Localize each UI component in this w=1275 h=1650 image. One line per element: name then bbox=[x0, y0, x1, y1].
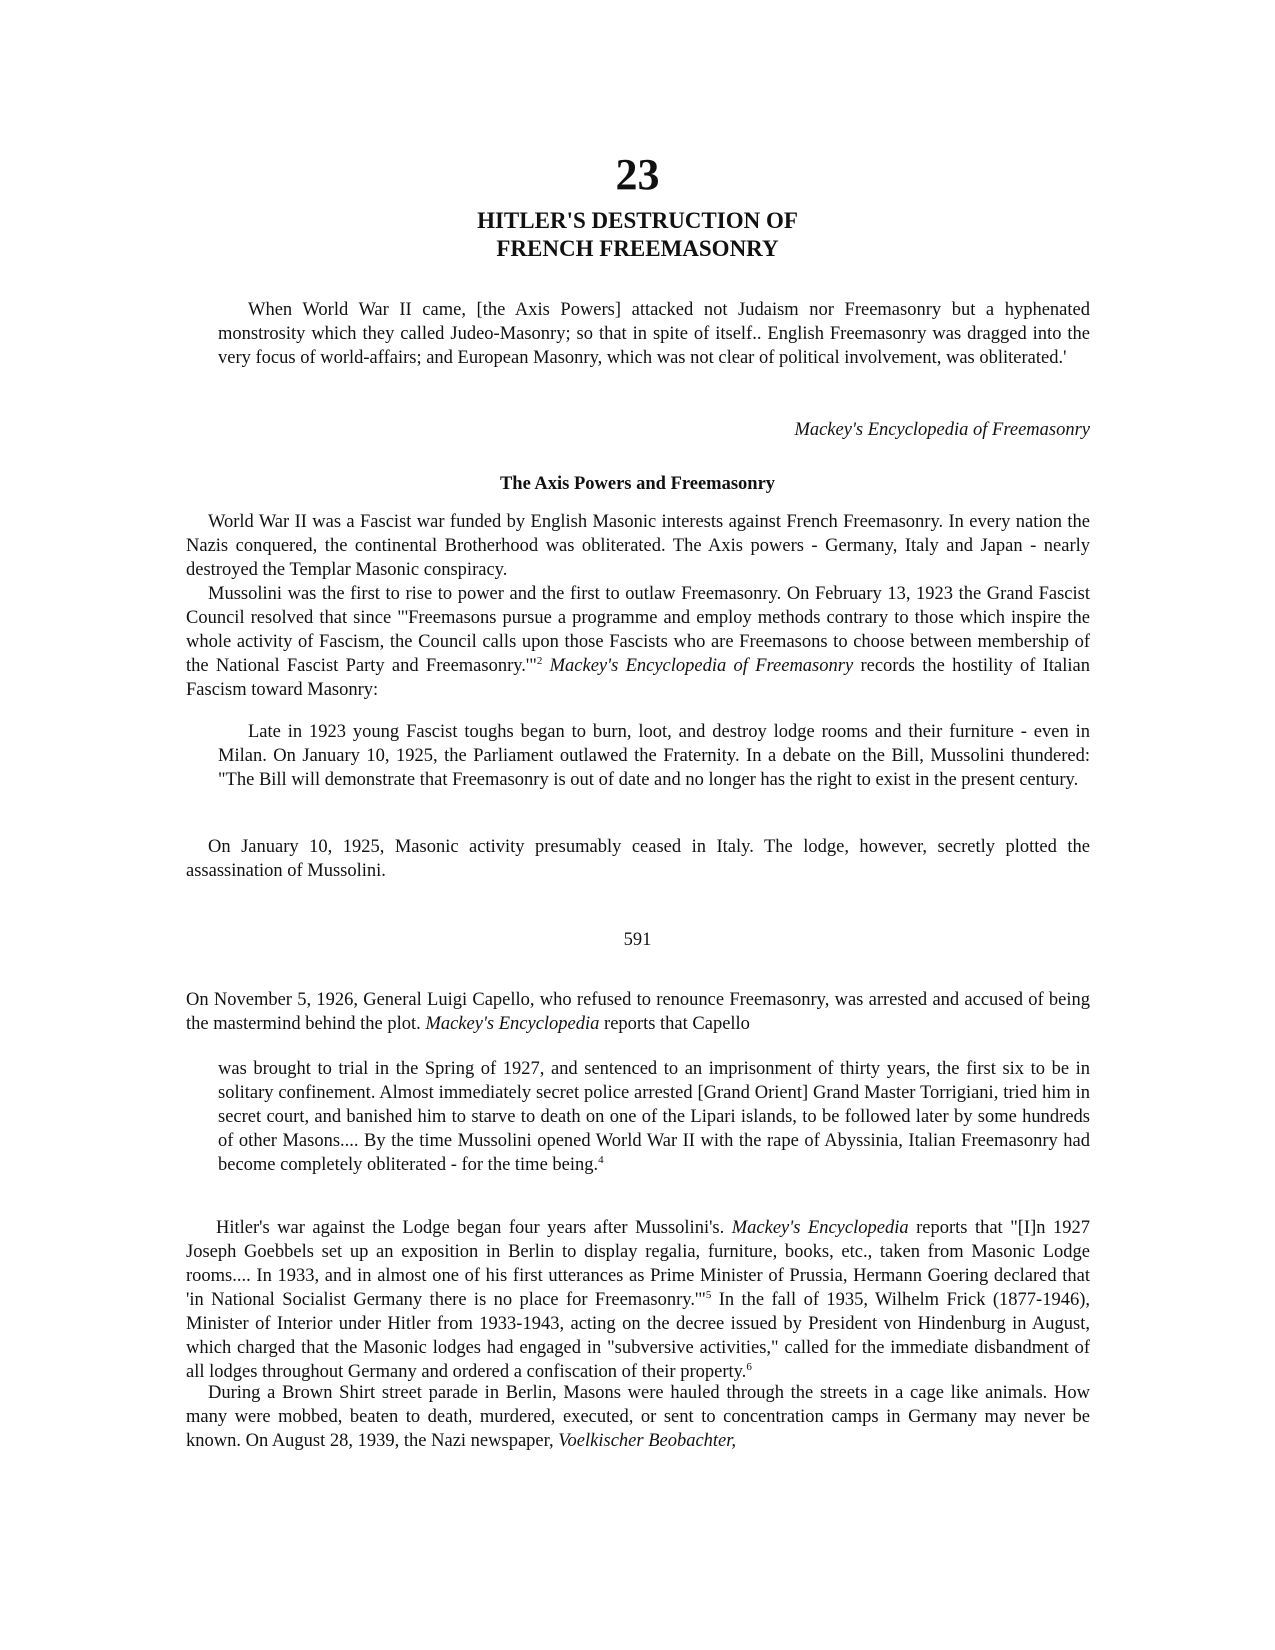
footnote-ref-5: 5 bbox=[705, 1288, 712, 1301]
paragraph-hitler-tail: In the fall of 1935, Wilhelm Frick (1877-1946), Minister of Interior under Hitler from 1933-1943, acting on the decree issued by President von Hindenburg in August, which charged that the Masonic lodges had engaged in "subversive activities," called for the immediate disbandment of all lodges throughout Germany and ordered a confiscation of their property. bbox=[186, 1290, 1090, 1382]
block-quote-capello-trial bbox=[218, 1057, 1090, 1177]
paragraph-hitler-text: Hitler's war against the Lodge began four years after Mussolini's. bbox=[216, 1218, 732, 1238]
citation-mackeys-encyclopedia: Mackey's Encyclopedia of Freemasonry bbox=[549, 656, 854, 676]
epigraph-quote: When World War II came, [the Axis Powers] attacked not Judaism nor Freemasonry but a hyphenated monstrosity which they called Judeo-Masonry; so that in spite of itself.. English Freemasonry was dragged into the very focus of world-affairs; and European Masonry, which was not clear of political involvement, was obliterated.' bbox=[218, 300, 1090, 368]
paragraph-masonic-activity-ceased: On January 10, 1925, Masonic activity presumably ceased in Italy. The lodge, however, secretly plotted the assassination of Mussolini. bbox=[186, 837, 1090, 881]
footnote-ref-4: 4 bbox=[598, 1153, 604, 1166]
paragraph-mussolini bbox=[186, 582, 1090, 702]
paragraph-mussolini-tail: records the hostility of Italian Fascism toward Masonry: bbox=[186, 656, 1090, 700]
paragraph-brown-shirt-parade bbox=[186, 1381, 1090, 1453]
chapter-title bbox=[0, 207, 1275, 263]
paragraph-capello-text: On November 5, 1926, General Luigi Capello, who refused to renounce Freemasonry, was arrested and accused of being the mastermind behind the plot. bbox=[186, 990, 1090, 1034]
paragraph-brown-shirt-text: During a Brown Shirt street parade in Berlin, Masons were hauled through the streets in a cage like animals. How many were mobbed, beaten to death, murdered, executed, or sent to concentration camps in Germany may never be known. On August 28, 1939, the Nazi newspaper, bbox=[186, 1383, 1090, 1451]
section-heading: The Axis Powers and Freemasonry bbox=[499, 474, 776, 494]
paragraph-capello-tail: reports that Capello bbox=[599, 1014, 750, 1034]
chapter-title-line-1: HITLER'S DESTRUCTION OF bbox=[477, 208, 798, 233]
block-quote-fascist-toughs: Late in 1923 young Fascist toughs began to burn, loot, and destroy lodge rooms and their furniture - even in Milan. On January 10, 1925, the Parliament outlawed the Fraternity. In a debate on the Bill, Mussolini thundered: "The Bill will demonstrate that Freemasonry is out of date and no longer has the right to exist in the present century. bbox=[218, 722, 1090, 790]
block-quote-capello-text: was brought to trial in the Spring of 1927, and sentenced to an imprisonment of thirty years, the first six to be in solitary confinement. Almost immediately secret police arrested [Grand Orient] Grand Master Torrigiani, tried him in secret court, and banished him to starve to death on one of the Lipari islands, to be followed later by some hundreds of other Masons.... By the time Mussolini opened World War II with the rape of Abyssinia, Italian Freemasonry had become completely obliterated - for the time being. bbox=[218, 1059, 1090, 1175]
epigraph-attribution: Mackey's Encyclopedia of Freemasonry bbox=[794, 420, 1090, 440]
newspaper-name: Voelkischer Beobachter, bbox=[558, 1431, 737, 1451]
paragraph-capello bbox=[186, 988, 1090, 1036]
page-number: 591 bbox=[623, 930, 652, 950]
paragraph-mussolini-text: Mussolini was the first to rise to power and the first to outlaw Freemasonry. On February 13, 1923 the Grand Fascist Council resolved that since "'Freemasons pursue a programme and employ methods contrary to those which inspire the whole activity of Fascism, the Council calls upon those Fascists who are Freemasons to choose between membership of the National Fascist Party and Freemasonry.'" bbox=[186, 584, 1090, 676]
paragraph-hitler-war bbox=[186, 1216, 1090, 1384]
paragraph-axis-war: World War II was a Fascist war funded by English Masonic interests against French Freemasonry. In every nation the Nazis conquered, the continental Brotherhood was obliterated. The Axis powers - Germany, Italy and Japan - nearly destroyed the Templar Masonic conspiracy. bbox=[186, 512, 1090, 580]
chapter-title-line-2: FRENCH FREEMASONRY bbox=[496, 236, 779, 261]
paragraph-hitler-mid: reports that "[I]n 1927 Joseph Goebbels set up an exposition in Berlin to display regalia, furniture, books, etc., taken from Masonic Lodge rooms.... In 1933, and in almost one of his first utterances as Prime Minister of Prussia, Hermann Goering declared that 'in National Socialist Germany there is no place for Freemasonry.'" bbox=[186, 1218, 1090, 1310]
citation-mackeys-encyclopedia: Mackey's Encyclopedia bbox=[731, 1218, 909, 1238]
chapter-number: 23 bbox=[615, 150, 660, 199]
citation-mackeys-encyclopedia: Mackey's Encyclopedia bbox=[425, 1014, 600, 1034]
footnote-ref-6: 6 bbox=[746, 1360, 752, 1373]
footnote-ref-2: 2 bbox=[536, 654, 543, 667]
